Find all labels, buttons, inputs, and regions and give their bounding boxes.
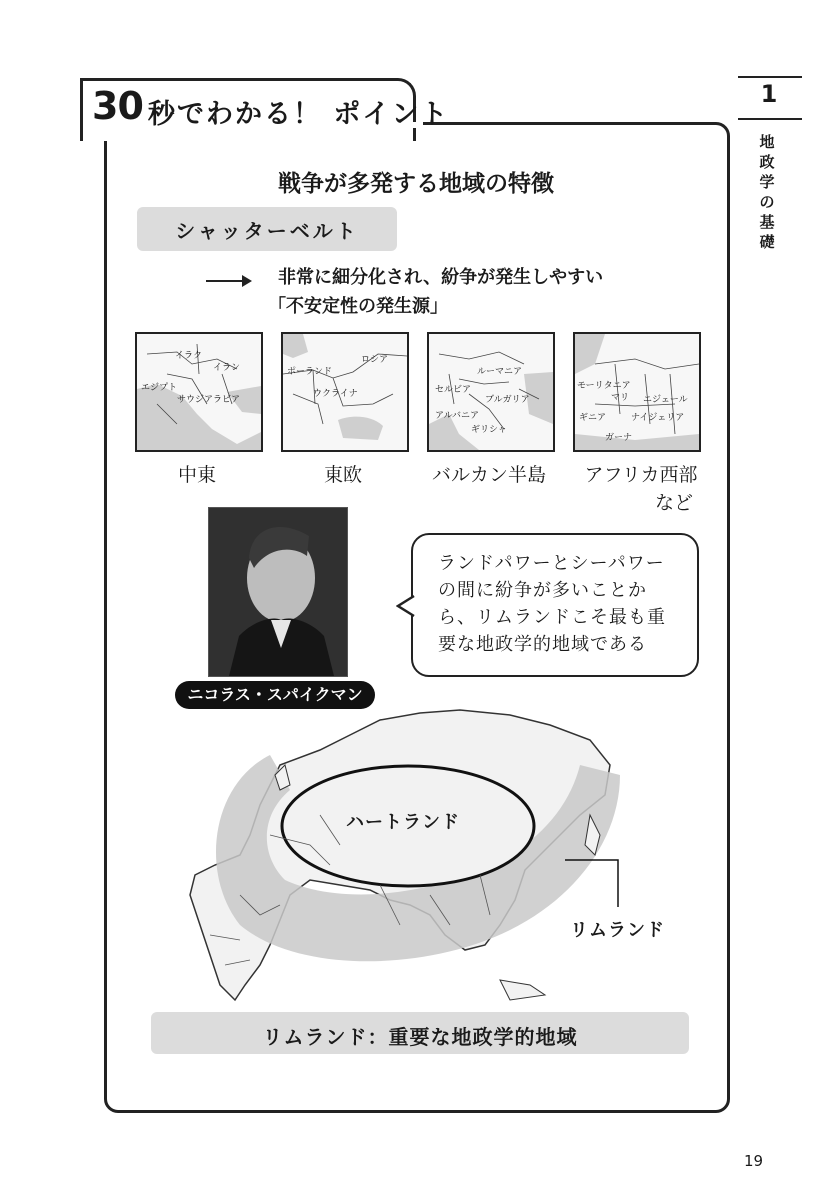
region-label-balkans: バルカン半島 <box>431 464 546 486</box>
map-eastern-europe <box>281 332 409 452</box>
world-map <box>180 695 630 1005</box>
shatterbelt-description-sub: 「不安定性の発生源」 <box>268 296 448 317</box>
chapter-rule-bottom <box>738 118 802 120</box>
right-arrow-icon <box>206 273 252 289</box>
map-label-bulgaria: ブルガリア <box>485 395 530 405</box>
map-label-ghana: ガーナ <box>605 433 633 443</box>
map-label-iraq: イラク <box>175 351 203 361</box>
heartland-label: ハートランド <box>346 812 460 833</box>
map-label-russia: ロシア <box>361 355 389 365</box>
chapter-number: 1 <box>760 80 778 108</box>
map-label-greece: ギリシャ <box>471 425 507 435</box>
region-label-eastern-europe: 東欧 <box>323 464 362 486</box>
region-label-west-africa: アフリカ西部 <box>584 464 698 486</box>
region-label-etc: など <box>655 492 694 514</box>
map-label-mali: マリ <box>611 393 630 403</box>
section-heading: 戦争が多発する地域の特徴 <box>278 171 554 197</box>
person-name-badge: ニコラス・スパイクマン <box>175 681 375 709</box>
map-label-serbia: セルビア <box>435 385 472 395</box>
map-label-romania: ルーマニア <box>477 367 523 377</box>
map-label-guinea: ギニア <box>579 413 607 423</box>
shatterbelt-description: 非常に細分化され、紛争が発生しやすい <box>278 267 604 288</box>
map-label-albania: アルバニア <box>435 411 480 421</box>
portrait-silhouette <box>209 508 347 676</box>
map-west-africa <box>573 332 701 452</box>
rimland-label: リムランド <box>570 920 665 941</box>
region-label-middle-east: 中東 <box>177 464 216 486</box>
page-number: 19 <box>744 1152 764 1170</box>
map-label-ukraine: ウクライナ <box>313 389 358 399</box>
map-label-niger: ニジェール <box>643 395 688 405</box>
portrait-photo <box>208 507 348 677</box>
map-label-egypt: エジプト <box>141 383 178 393</box>
map-label-saudi-arabia: サウジアラビア <box>177 395 241 405</box>
speech-bubble-tail <box>396 594 416 618</box>
header-number: 30 <box>92 84 143 128</box>
map-label-poland: ポーランド <box>287 367 333 377</box>
map-label-nigeria: ナイジェリア <box>631 413 685 423</box>
summary-text: リムランド：重要な地政学的地域 <box>262 1025 578 1049</box>
chapter-rule-top <box>738 76 802 78</box>
map-balkans <box>427 332 555 452</box>
quote-text: ランドパワーとシーパワーの間に紛争が多いことから、リムランドこそ最も重要な地政学的地域である <box>438 553 666 655</box>
shatterbelt-label: シャッターベルト <box>175 219 359 243</box>
map-middle-east <box>135 332 263 452</box>
header-title: 秒でわかる！ ポイント <box>148 99 450 130</box>
map-label-iran: イラン <box>213 363 241 373</box>
chapter-title: 地政学の基礎 <box>759 133 775 251</box>
map-label-mauritania: モーリタニア <box>577 381 631 391</box>
